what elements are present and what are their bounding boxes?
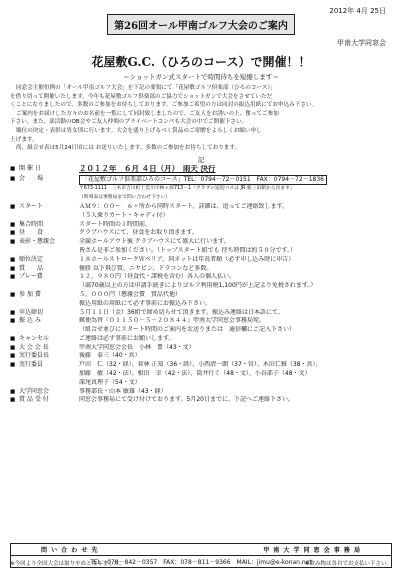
detail-label: 昼 食 [19, 229, 44, 237]
detail-value-text: ２０１２年 ６月 ４日（月） 雨天 決行 [79, 164, 216, 173]
detail-row [10, 185, 392, 194]
detail-value [79, 352, 392, 361]
bullet-icon: ■ [10, 353, 16, 360]
detail-label: 開 催 日 [19, 164, 41, 172]
detail-row [10, 370, 392, 379]
detail-row [10, 194, 392, 203]
detail-label: 申込締切 [19, 308, 44, 316]
intro-line: ご案内をお届けした方々のお名前を一覧にして同封致しましたので、ご友人をお誘いの上、奮ってご参加 [16, 110, 279, 117]
detail-label: 集合時間 [19, 220, 44, 228]
detail-value [79, 212, 392, 221]
detail-row [10, 388, 392, 397]
detail-value-text: 加藤 敏（42・法）、相田 幸（42・法）、筒井行ぐ（48・文）、小谷部子（48・文） [79, 370, 311, 378]
intro-line: を借り切って開催いたします。今年も花屋敷ゴルフ倶楽部のご協力でショットガンで大会をさせていただ [10, 93, 273, 100]
detail-value-text: 後藤 泰三（40・営） [79, 352, 141, 360]
detail-label: 順位決定 [19, 255, 44, 263]
detail-row [10, 379, 392, 388]
detail-row [10, 165, 392, 175]
detail-row [10, 300, 392, 309]
detail-value [79, 185, 392, 194]
ki-mark: 記 [197, 155, 205, 164]
bullet-icon [10, 370, 19, 379]
intro-line: 下さい。また、部活動のOB会やご友人仲間のプライベートコンペも大会の中でご開催下さい。 [10, 119, 248, 126]
detail-value [79, 326, 392, 335]
detail-label: 表彰・懇親会 [19, 238, 56, 246]
detail-value-text: 「花屋敷ゴルフ倶楽部ひろのコース」TEL：0794－72－0151 FAX：0794－72－1836 [79, 175, 327, 186]
detail-value-text: （５人乗りカート・キャディ付） [79, 211, 169, 219]
detail-label [19, 300, 79, 309]
detail-label: 振 込 み [19, 317, 41, 325]
detail-value [79, 247, 392, 256]
detail-value [79, 335, 392, 344]
bullet-icon [10, 247, 19, 256]
detail-value [79, 300, 392, 309]
detail-row [10, 247, 392, 256]
detail-row [10, 238, 392, 247]
detail-row [10, 309, 392, 318]
detail-label: 賞 品 受 付 [19, 396, 49, 404]
detail-value [79, 238, 392, 247]
bullet-icon: ■ [10, 221, 16, 228]
detail-value-text: 甲南大学同窓会会長 小林 豊（43・文） [79, 343, 195, 351]
detail-value [79, 396, 392, 405]
detail-value-text: ５，０００円（懇親会費 賞品代他） [79, 290, 182, 298]
detail-row [10, 361, 392, 370]
bullet-icon: ■ [10, 362, 16, 369]
bullet-icon: ■ [10, 274, 16, 281]
detail-value-text: 戸田 仁（32・経）、菅林 正知（36・経）、小西清一朗（37・営）、木田仁雅（38・営）、 [79, 361, 322, 369]
detail-label: 賞 品 [19, 264, 44, 272]
detail-row [10, 256, 392, 265]
detail-label [19, 247, 79, 256]
intro-line: 順位の決定・表彰は男女別に行います。大会を盛り上げるべく賞品のご寄贈をよろしくお願い申し [16, 127, 262, 134]
intro-line: 同窓会主催恒例の「オール甲南ゴルフ大会」を下記の要領にて「花屋敷ゴルフ倶楽部（ひろのコース）」 [16, 85, 276, 91]
bullet-icon: ■ [10, 256, 16, 263]
bullet-icon: ■ [10, 165, 16, 172]
detail-value-text: １２，９８０円（昼食代・諸税を含む）各人の個人払い。 [79, 273, 236, 281]
bullet-icon: ■ [10, 388, 16, 395]
detail-label: プレー費 [19, 273, 43, 281]
detail-value-text: １８ホールストロークＷペリア。同ネットは年長者順（必ず申し込み時に申告） [79, 255, 295, 263]
detail-label: 会 場 [19, 174, 44, 182]
contact-line: TEL：078－842－0357 FAX：078－811－9366 MAIL：jimu@e-konan.net [90, 559, 312, 566]
detail-label: キャンセル [19, 334, 50, 342]
intro-line: 上げます。 [10, 136, 38, 143]
detail-row [10, 282, 392, 291]
bullet-icon: ■ [10, 291, 16, 298]
detail-row [10, 291, 392, 300]
bullet-icon: ■ [10, 175, 16, 182]
detail-row [10, 203, 392, 212]
detail-row [10, 335, 392, 344]
detail-value-text: 〒673-1111 三木市吉川町上荒川字林ヶ原713－1「クラブの送迎バスは JR 新三田駅から出ます」 [79, 186, 295, 192]
intro-text [10, 84, 392, 153]
detail-value-text: 同窓会事務局にて受け付けております。5月20日までに、下記へご連絡下さい。 [79, 396, 294, 404]
detail-label [19, 185, 79, 194]
detail-value [79, 265, 392, 274]
detail-value [79, 388, 392, 397]
bullet-icon [10, 212, 19, 221]
detail-value-text: （時刻表は事務局まで問い合わせ下さい） [79, 195, 171, 201]
detail-row [10, 396, 392, 405]
details-list [10, 165, 392, 406]
detail-label: スタート [19, 202, 44, 210]
detail-value-text: 郵便為替『０１１５０－５－２０８４４』甲南大学同窓会事務局宛。 [79, 317, 266, 325]
detail-value-text: 振込用紙の用紙にて必ず事前にお振込み下さい。 [79, 299, 212, 307]
detail-value [79, 175, 392, 186]
detail-label: 参 加 費 [19, 290, 41, 298]
bullet-icon: ■ [10, 318, 16, 325]
contact-label: 問 い 合 わ せ 先 [41, 547, 99, 554]
detail-label [19, 212, 79, 221]
bullet-icon: ■ [10, 397, 16, 404]
detail-row [10, 352, 392, 361]
detail-value [79, 229, 392, 238]
detail-row [10, 229, 392, 238]
detail-value [79, 273, 392, 282]
bullet-icon [10, 326, 19, 335]
detail-value-text: ５月１１日（金）36組で締め切らせて頂きます。振込み連絡は日本語にて。 [79, 308, 284, 316]
detail-value [79, 221, 392, 230]
bullet-icon: ■ [10, 344, 16, 351]
intro-line: くことになりましたので、多数のご参加をお待ちしております。ご参加ご希望の方は同封の振込用紙にてお申込み下さい。 [10, 102, 318, 109]
detail-label: 大 会 会 長 [19, 343, 49, 351]
detail-value-text: ＡＭ９：００～ ６ヶ所から同時スタート。詳細は、追ってご連絡致します。 [79, 202, 288, 210]
detail-label: 実行委員長 [19, 352, 50, 360]
bullet-icon [10, 379, 19, 388]
detail-value-text: （満70歳以上の方は申請手続きによりゴルフ利用税1,100円が上記より免税されます。） [79, 282, 317, 290]
detail-label: 実行委員 [19, 361, 44, 369]
detail-row [10, 317, 392, 326]
headline: 花屋敷G.C.（ひろのコース）で開催！！ [91, 55, 311, 69]
detail-value-text: 皆さん是非ご参加ください。（トップスタート組でも 待ち時間は約５０分です。） [79, 246, 297, 254]
bullet-icon [10, 185, 19, 194]
subline: ＝ショットガン式スタートで時間待ちを短縮します＝ [123, 73, 279, 81]
detail-value [79, 309, 392, 318]
detail-value [79, 379, 392, 388]
detail-value-text: （組合せ並びにスタート時間のご案内をお送りまたは 通信欄にご記入下さい） [79, 326, 296, 334]
bullet-icon: ■ [10, 203, 16, 210]
bullet-icon: ■ [10, 335, 16, 342]
detail-value [79, 361, 392, 370]
detail-value-text: ご連絡は必ず事前にお願いします。 [79, 334, 175, 342]
bullet-icon: ■ [10, 230, 16, 237]
detail-value-text: 優勝 以下飛び賞、ニヤピン、ドラコンなど多数。 [79, 264, 213, 272]
detail-value-text: スタート時間の１時間前。 [79, 220, 152, 228]
detail-label [19, 379, 79, 388]
bullet-icon: ■ [10, 239, 16, 246]
detail-value [79, 256, 392, 265]
detail-value-text: 事務部長・山本 敏雄（43・経） [79, 387, 167, 395]
detail-value [79, 282, 392, 291]
bullet-icon [10, 282, 19, 291]
detail-label [19, 194, 79, 203]
bullet-icon [10, 300, 19, 309]
bullet-icon: ■ [10, 309, 16, 316]
contact-office: 甲 南 大 学 同 窓 会 事 務 局 [263, 547, 361, 554]
detail-value [79, 291, 392, 300]
bullet-icon: ■ [10, 265, 16, 272]
detail-value [79, 344, 392, 353]
intro-line: 尚、組合せ表は5月24日頃には お送りいたします。多数のご参加をお待ちしております。 [16, 145, 241, 152]
detail-row [10, 265, 392, 274]
detail-row [10, 212, 392, 221]
detail-label [19, 326, 79, 335]
detail-value-text: クラブハウスにて、昼食をお取り頂きます。 [79, 229, 198, 237]
detail-value [79, 370, 392, 379]
detail-row [10, 273, 392, 282]
issue-date: 2012年 4月 25日 [329, 7, 386, 15]
detail-label: 大学同窓会 [19, 387, 50, 395]
detail-value [79, 317, 392, 326]
notice-title: 第26回オール甲南ゴルフ大会のご案内 [107, 14, 295, 35]
detail-label [19, 282, 79, 291]
footer-left: ※今回より全国大会は取りやめとなりました。 [10, 561, 125, 567]
detail-value [79, 165, 392, 175]
bullet-icon [10, 194, 19, 203]
detail-value-text: 全競ホールアウト後 クラブハウスにて盛大に行います。 [79, 238, 230, 246]
detail-row [10, 326, 392, 335]
detail-value [79, 203, 392, 212]
detail-value-text: 深尾真理子（54・文） [79, 378, 141, 386]
detail-row [10, 344, 392, 353]
detail-row [10, 221, 392, 230]
organizer: 甲南大学同窓会 [337, 39, 386, 47]
footer-right: ※飲み物は各自でお支払い下さい。 [304, 561, 392, 567]
detail-row [10, 175, 392, 186]
detail-label [19, 370, 79, 379]
detail-value [79, 194, 392, 203]
